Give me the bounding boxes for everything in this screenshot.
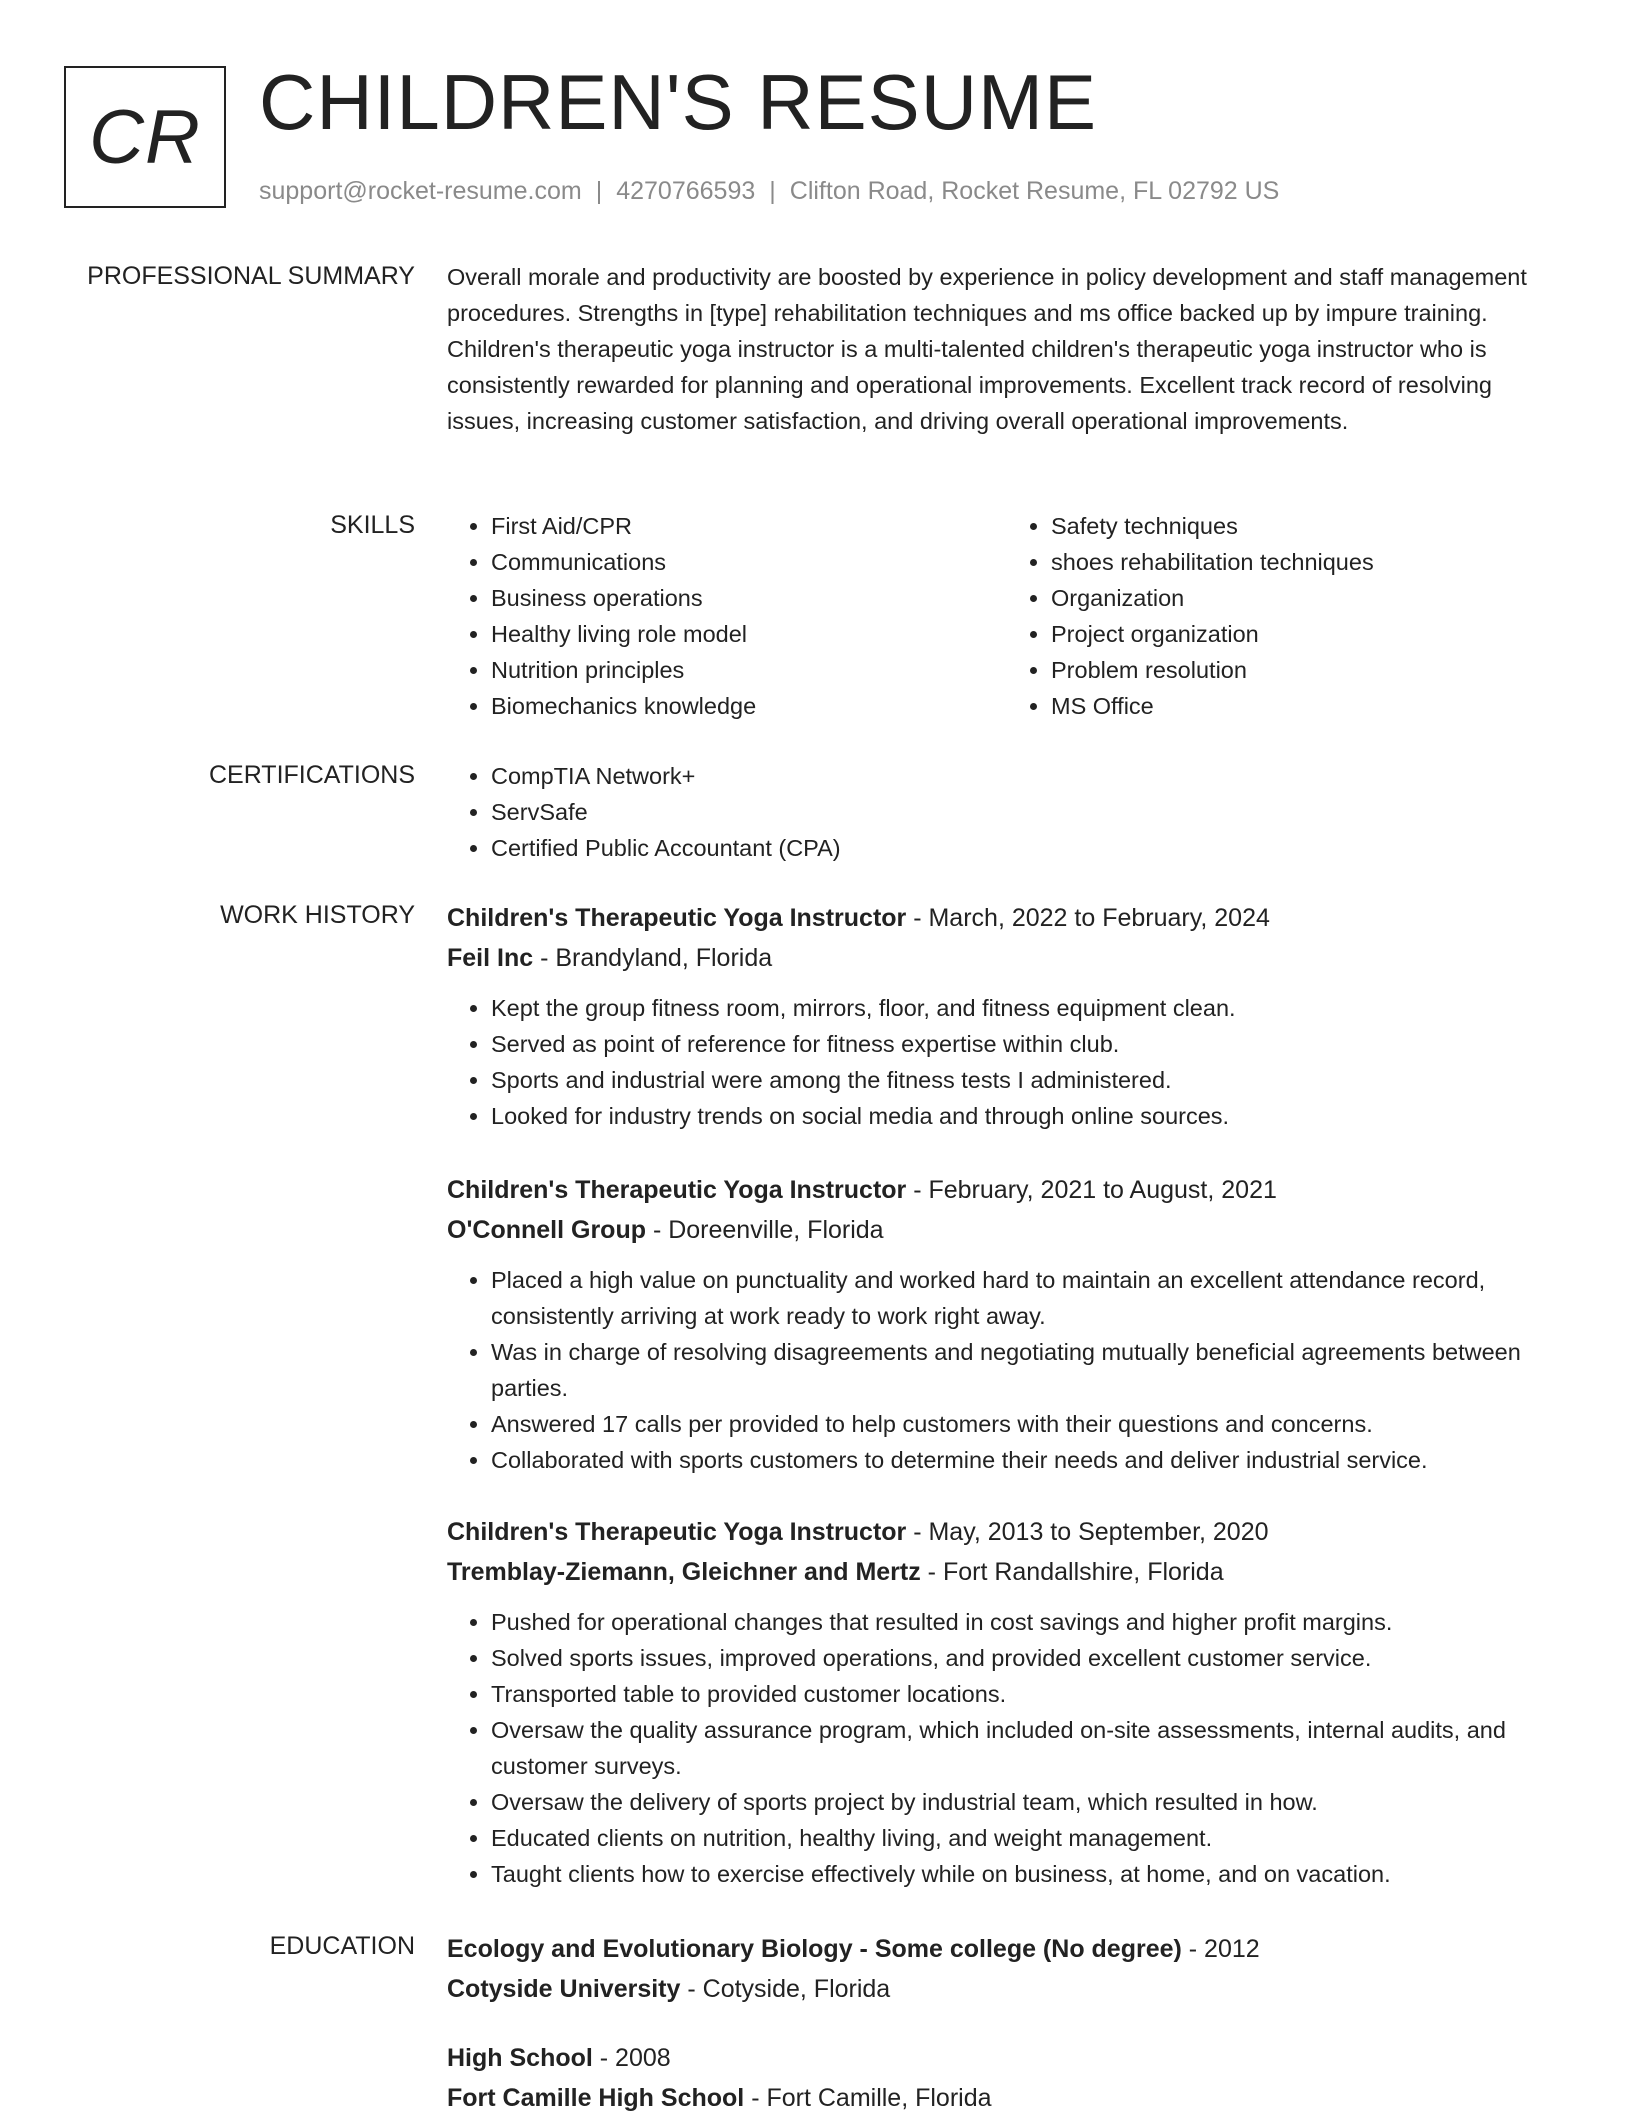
skill-item: • MS Office bbox=[1051, 688, 1567, 724]
job-entry bbox=[447, 1512, 1567, 1892]
job-bullet: • Educated clients on nutrition, healthy living, and weight management. bbox=[491, 1820, 1567, 1856]
education-location: - Cotyside, Florida bbox=[680, 1975, 891, 2003]
job-company: Tremblay-Ziemann, Gleichner and Mertz bbox=[447, 1558, 921, 1586]
skill-item: • Project organization bbox=[1051, 616, 1567, 652]
certification-item: • Certified Public Accountant (CPA) bbox=[491, 830, 1567, 866]
work-history-label: WORK HISTORY bbox=[220, 901, 415, 929]
contact-address: Clifton Road, Rocket Resume, FL 02792 US bbox=[789, 177, 1280, 205]
education-year: - 2008 bbox=[592, 2044, 671, 2072]
certification-item: • ServSafe bbox=[491, 794, 1567, 830]
education-school-line bbox=[447, 2078, 1567, 2118]
job-bullet: • Oversaw the delivery of sports project by industrial team, which resulted in how. bbox=[491, 1784, 1567, 1820]
job-location: - Brandyland, Florida bbox=[533, 944, 773, 972]
skill-item: • Business operations bbox=[491, 580, 1007, 616]
contact-email: support@rocket-resume.com bbox=[259, 177, 582, 205]
summary-text: Overall morale and productivity are boosted by experience in policy development and staff management procedures. Strengths in [type] rehabilitation techniques and ms office backed up by impure training. Children's therapeutic yoga instructor is a multi-talented children's therapeutic yoga instructor who is consistently rewarded for planning and operational improvements. Excellent track record of resolving issues, increasing customer satisfaction, and driving overall operational improvements. bbox=[447, 264, 1527, 434]
job-bullet: • Looked for industry trends on social media and through online sources. bbox=[491, 1098, 1567, 1134]
skill-item: • Communications bbox=[491, 544, 1007, 580]
job-bullets bbox=[447, 1262, 1567, 1478]
education-entry bbox=[447, 1929, 1567, 2009]
job-title: Children's Therapeutic Yoga Instructor bbox=[447, 904, 907, 932]
job-bullet: • Sports and industrial were among the fitness tests I administered. bbox=[491, 1062, 1567, 1098]
job-company-line bbox=[447, 1210, 1567, 1250]
job-dates: - May, 2013 to September, 2020 bbox=[906, 1518, 1269, 1546]
summary-label: PROFESSIONAL SUMMARY bbox=[87, 262, 415, 290]
job-bullets bbox=[447, 1604, 1567, 1892]
contact-line bbox=[259, 175, 1279, 207]
education-school: Cotyside University bbox=[447, 1975, 681, 2003]
job-title: Children's Therapeutic Yoga Instructor bbox=[447, 1518, 907, 1546]
job-location: - Doreenville, Florida bbox=[646, 1216, 884, 1244]
job-dates: - March, 2022 to February, 2024 bbox=[906, 904, 1270, 932]
job-bullet: • Kept the group fitness room, mirrors, floor, and fitness equipment clean. bbox=[491, 990, 1567, 1026]
monogram-logo: CR bbox=[64, 66, 226, 208]
education-degree: Ecology and Evolutionary Biology - Some college (No degree) bbox=[447, 1935, 1182, 1963]
job-bullet: • Placed a high value on punctuality and worked hard to maintain an excellent attendance record, consistently arriving at work ready to work right away. bbox=[491, 1262, 1567, 1334]
education-location: - Fort Camille, Florida bbox=[744, 2084, 992, 2112]
job-bullet: • Pushed for operational changes that resulted in cost savings and higher profit margins. bbox=[491, 1604, 1567, 1640]
job-bullet: • Oversaw the quality assurance program, which included on-site assessments, internal audits, and customer surveys. bbox=[491, 1712, 1567, 1784]
certifications-list bbox=[447, 758, 1567, 866]
skills-list-right bbox=[1007, 508, 1567, 724]
job-title: Children's Therapeutic Yoga Instructor bbox=[447, 1176, 907, 1204]
skills-label: SKILLS bbox=[330, 511, 415, 539]
contact-phone: 4270766593 bbox=[616, 177, 756, 205]
skill-item: • Safety techniques bbox=[1051, 508, 1567, 544]
education-label: EDUCATION bbox=[269, 1932, 415, 1960]
job-company-line bbox=[447, 1552, 1567, 1592]
job-company: Feil Inc bbox=[447, 944, 534, 972]
contact-separator: | bbox=[769, 177, 776, 205]
job-bullets bbox=[447, 990, 1567, 1134]
job-bullet: • Served as point of reference for fitness expertise within club. bbox=[491, 1026, 1567, 1062]
job-dates: - February, 2021 to August, 2021 bbox=[906, 1176, 1277, 1204]
job-bullet: • Solved sports issues, improved operations, and provided excellent customer service. bbox=[491, 1640, 1567, 1676]
education-entry bbox=[447, 2038, 1567, 2118]
job-entry bbox=[447, 1170, 1567, 1478]
education-school: Fort Camille High School bbox=[447, 2084, 745, 2112]
job-bullet: • Collaborated with sports customers to determine their needs and deliver industrial service. bbox=[491, 1442, 1567, 1478]
job-title-line bbox=[447, 898, 1567, 938]
job-title-line bbox=[447, 1170, 1567, 1210]
job-company-line bbox=[447, 938, 1567, 978]
skills-list-left bbox=[447, 508, 1007, 724]
skill-item: • Organization bbox=[1051, 580, 1567, 616]
education-degree: High School bbox=[447, 2044, 593, 2072]
job-bullet: • Transported table to provided customer locations. bbox=[491, 1676, 1567, 1712]
job-bullet: • Taught clients how to exercise effectively while on business, at home, and on vacation. bbox=[491, 1856, 1567, 1892]
contact-separator: | bbox=[595, 177, 603, 205]
skill-item: • shoes rehabilitation techniques bbox=[1051, 544, 1567, 580]
job-company: O'Connell Group bbox=[447, 1216, 646, 1244]
job-location: - Fort Randallshire, Florida bbox=[920, 1558, 1224, 1586]
skill-item: • Problem resolution bbox=[1051, 652, 1567, 688]
education-year: - 2012 bbox=[1181, 1935, 1260, 1963]
job-entry bbox=[447, 898, 1567, 1134]
education-degree-line bbox=[447, 1929, 1567, 1969]
certification-item: • CompTIA Network+ bbox=[491, 758, 1567, 794]
skill-item: • Biomechanics knowledge bbox=[491, 688, 1007, 724]
resume-name: CHILDREN'S RESUME bbox=[259, 58, 1098, 146]
skill-item: • First Aid/CPR bbox=[491, 508, 1007, 544]
job-bullet: • Was in charge of resolving disagreements and negotiating mutually beneficial agreements between parties. bbox=[491, 1334, 1567, 1406]
skill-item: • Healthy living role model bbox=[491, 616, 1007, 652]
job-bullet: • Answered 17 calls per provided to help customers with their questions and concerns. bbox=[491, 1406, 1567, 1442]
certifications-label: CERTIFICATIONS bbox=[208, 761, 415, 789]
skill-item: • Nutrition principles bbox=[491, 652, 1007, 688]
education-degree-line bbox=[447, 2038, 1567, 2078]
education-school-line bbox=[447, 1969, 1567, 2009]
job-title-line bbox=[447, 1512, 1567, 1552]
